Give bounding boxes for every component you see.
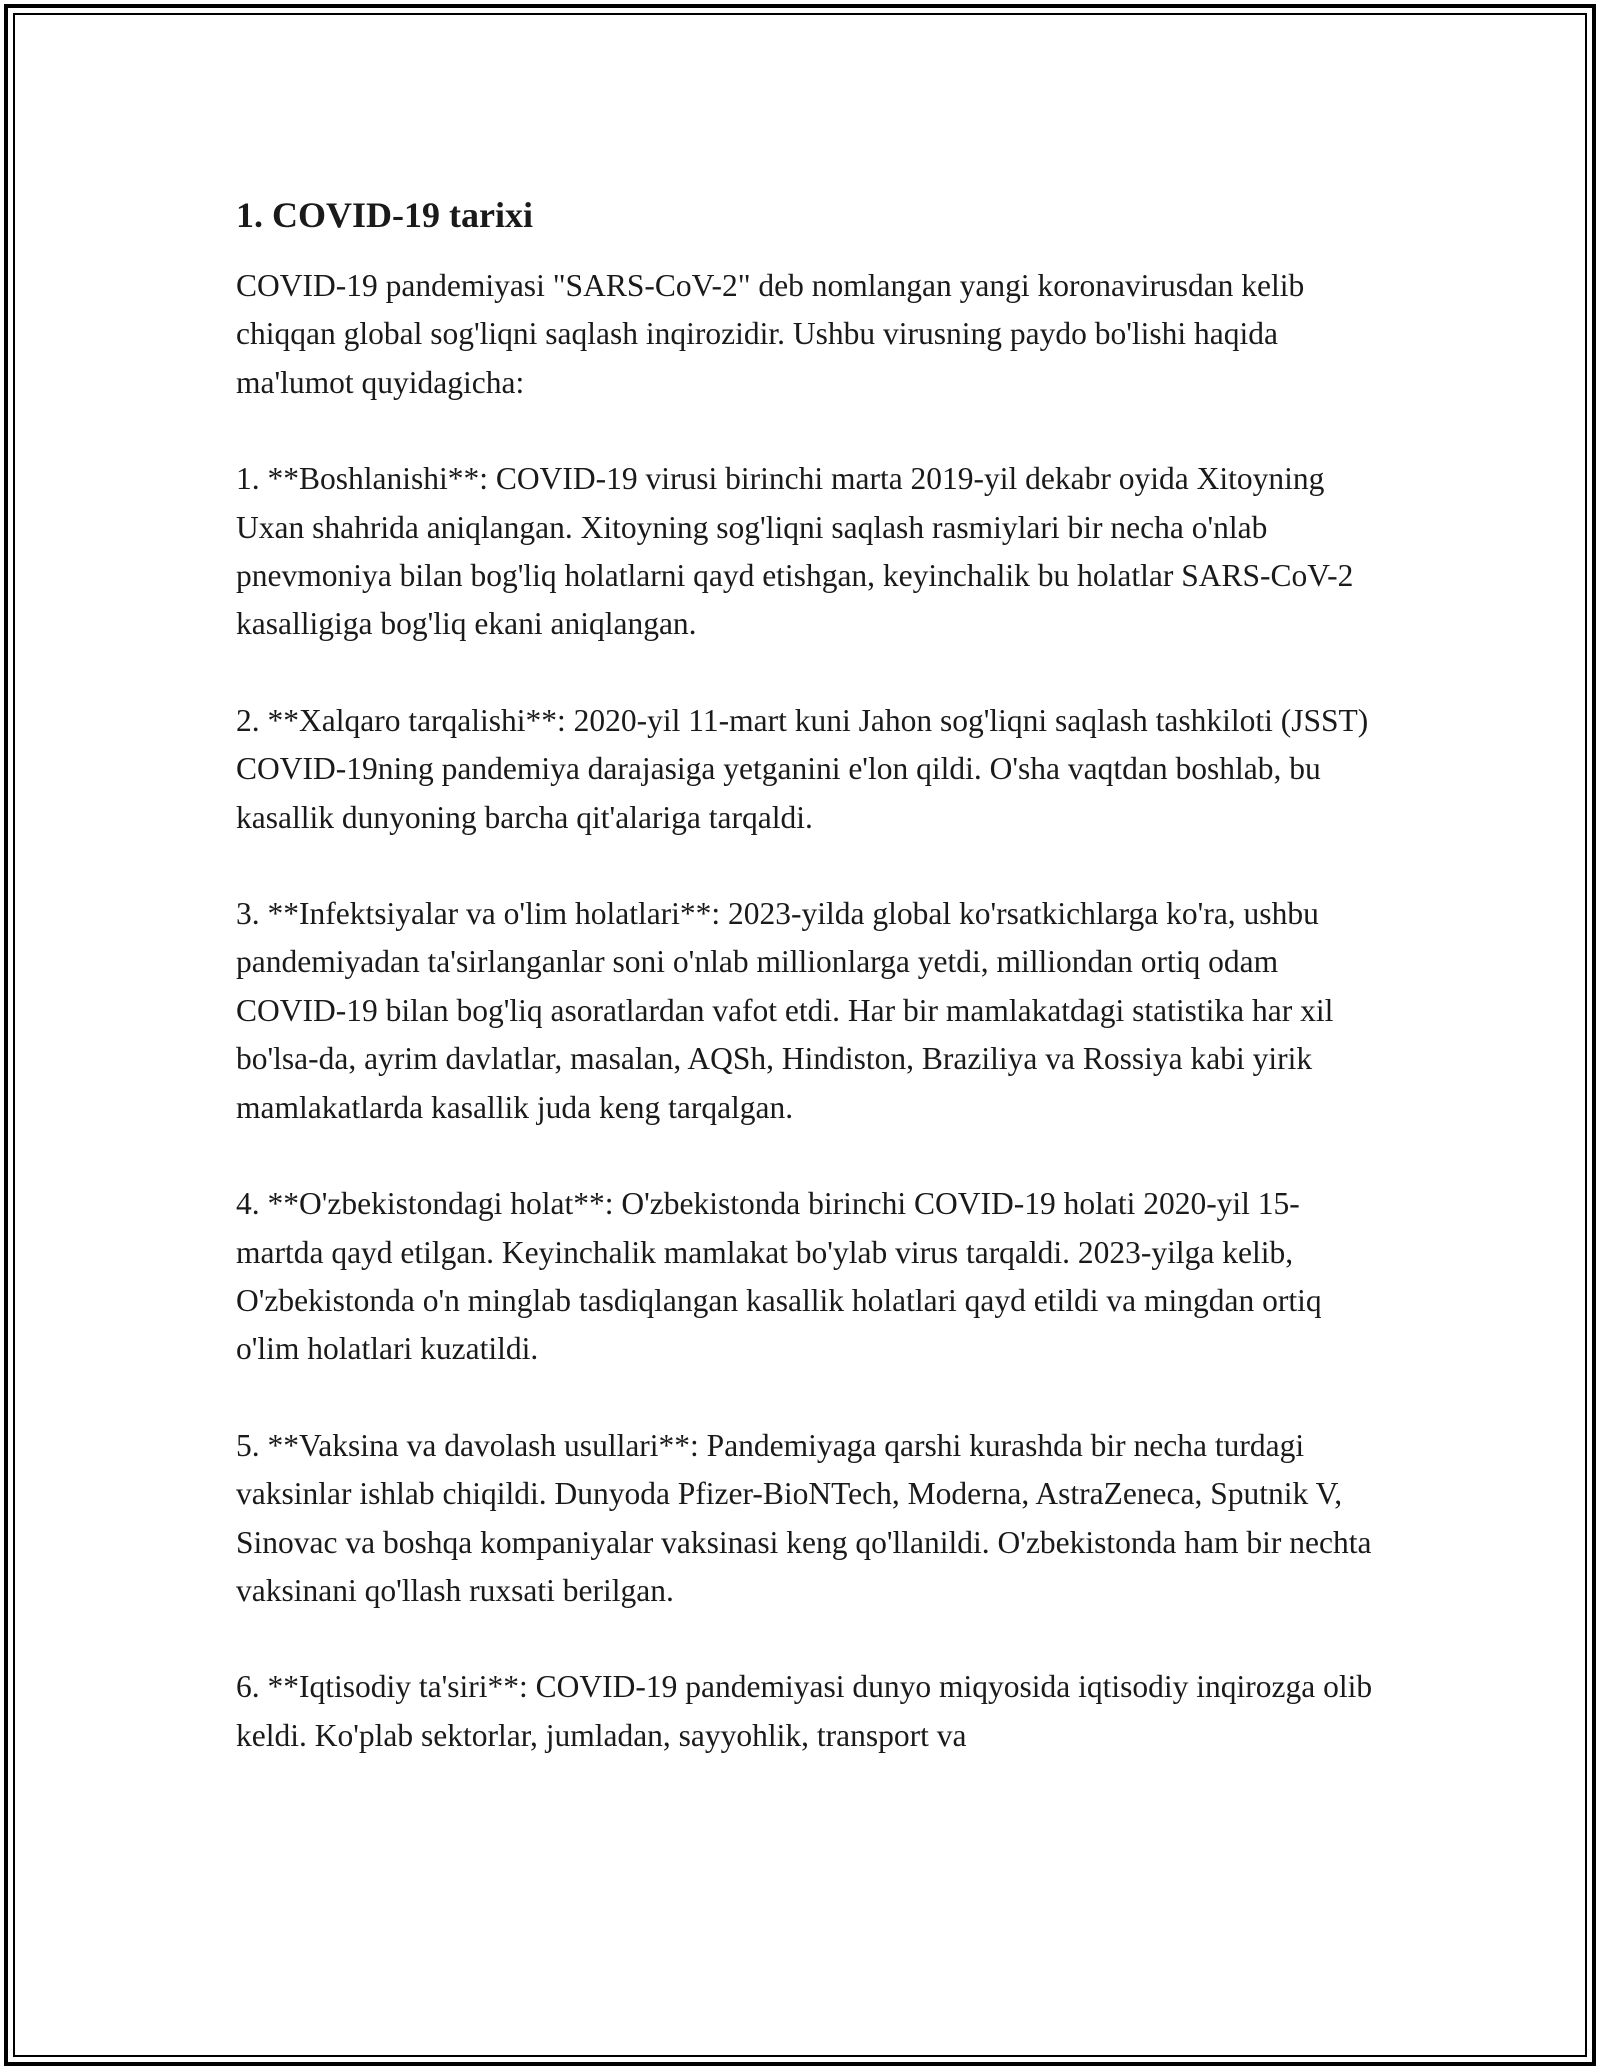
paragraph-boshlanishi: 1. **Boshlanishi**: COVID-19 virusi birinchi marta 2019-yil dekabr oyida Xitoyning Uxan shahrida aniqlangan. Xitoyning sog'liqni saqlash rasmiylari bir necha o'nlab pnevmoniya bilan bog'liq holatlarni qayd etishgan, keyinchalik bu holatlar SARS-CoV-2 kasalligiga bog'liq ekani aniqlangan.: [236, 461, 1354, 642]
paragraph-ozbekiston-holat: 4. **O'zbekistondagi holat**: O'zbekistonda birinchi COVID-19 holati 2020-yil 15-martda qayd etilgan. Keyinchalik mamlakat bo'ylab virus tarqaldi. 2023-yilga kelib, O'zbekistonda o'n minglab tasdiqlangan kasallik holatlari qayd etildi va mingdan ortiq o'lim holatlari kuzatildi.: [236, 1186, 1322, 1367]
paragraph-iqtisodiy: 6. **Iqtisodiy ta'siri**: COVID-19 pandemiyasi dunyo miqyosida iqtisodiy inqirozga olib keldi. Ko'plab sektorlar, jumladan, sayyohlik, transport va: [236, 1669, 1373, 1753]
document-body: [236, 190, 1386, 1808]
paragraph-infektsiyalar: 3. **Infektsiyalar va o'lim holatlari**: 2023-yilda global ko'rsatkichlarga ko'ra, ushbu pandemiyadan ta'sirlanganlar soni o'nlab millionlarga yetdi, milliondan ortiq odam COVID-19 bilan bog'liq asoratlardan vafot etdi. Har bir mamlakatdagi statistika har xil bo'lsa-da, ayrim davlatlar, masalan, AQSh, Hindiston, Braziliya va Rossiya kabi yirik mamlakatlarda kasallik juda keng tarqalgan.: [236, 896, 1334, 1125]
intro-paragraph: COVID-19 pandemiyasi "SARS-CoV-2" deb nomlangan yangi koronavirusdan kelib chiqqan global sog'liqni saqlash inqirozidir. Ushbu virusning paydo bo'lishi haqida ma'lumot quyidagicha:: [236, 268, 1305, 400]
paragraph-xalqaro-tarqalishi: 2. **Xalqaro tarqalishi**: 2020-yil 11-mart kuni Jahon sog'liqni saqlash tashkiloti (JSST) COVID-19ning pandemiya darajasiga yetganini e'lon qildi. O'sha vaqtdan boshlab, bu kasallik dunyoning barcha qit'alariga tarqaldi.: [236, 702, 1369, 835]
section-heading: 1. COVID-19 tarixi: [236, 195, 533, 235]
paragraph-vaksina: 5. **Vaksina va davolash usullari**: Pandemiyaga qarshi kurashda bir necha turdagi vaksinlar ishlab chiqildi. Dunyoda Pfizer-BioNTech, Moderna, AstraZeneca, Sputnik V, Sinovac va boshqa kompaniyalar vaksinasi keng qo'llanildi. O'zbekistonda ham bir nechta vaksinani qo'llash ruxsati berilgan.: [236, 1427, 1372, 1608]
